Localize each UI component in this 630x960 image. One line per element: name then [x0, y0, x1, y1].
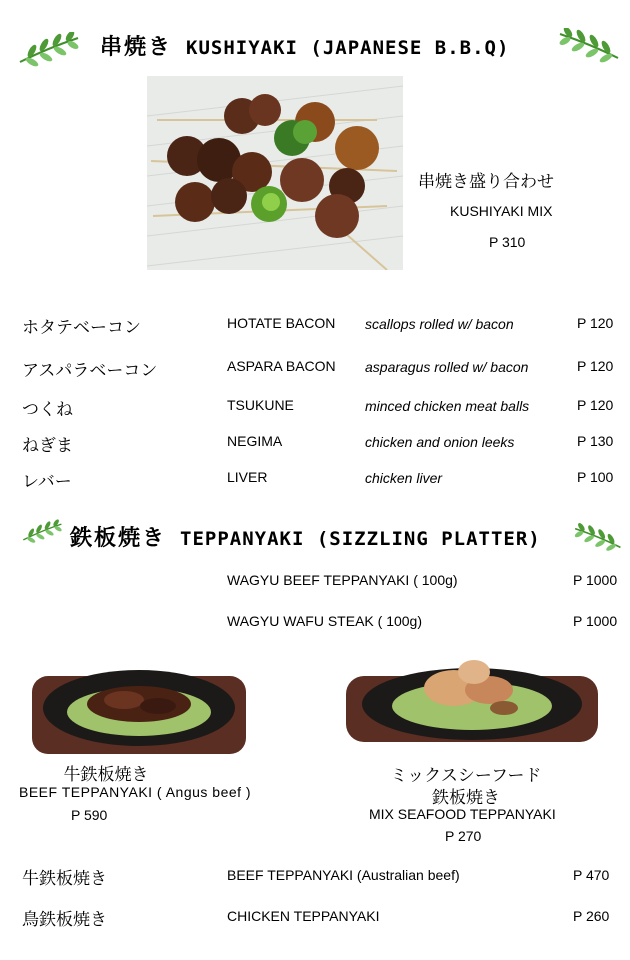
kushiyaki-mix-photo	[147, 76, 403, 270]
item-price: P 1000	[573, 572, 618, 588]
kushiyaki-title-jp: 串焼き	[100, 34, 173, 60]
item-name-en: WAGYU WAFU STEAK ( 100g)	[227, 613, 422, 629]
item-name-jp: ねぎま	[22, 436, 73, 456]
leaf-branch-icon	[572, 522, 622, 554]
item-description: asparagus rolled w/ bacon	[365, 359, 529, 375]
item-price: P 120	[577, 358, 614, 374]
item-price: P 120	[577, 397, 614, 413]
item-price: P 120	[577, 315, 614, 331]
kushiyaki-mix-name-jp: 串焼き盛り合わせ	[418, 172, 554, 192]
kushiyaki-section-title	[100, 30, 509, 61]
beef-teppanyaki-featured-price: P 590	[71, 807, 108, 823]
item-description: minced chicken meat balls	[365, 398, 530, 414]
item-name-en: BEEF TEPPANYAKI (Australian beef)	[227, 867, 460, 883]
item-name-en: WAGYU BEEF TEPPANYAKI ( 100g)	[227, 572, 458, 588]
teppanyaki-section-title	[70, 521, 541, 552]
item-name-en: NEGIMA	[227, 433, 283, 449]
leaf-branch-icon	[556, 28, 620, 64]
seafood-teppanyaki-name-jp-line2: 鉄板焼き	[432, 788, 500, 808]
item-name-en: HOTATE BACON	[227, 315, 336, 331]
item-price: P 1000	[573, 613, 618, 629]
kushiyaki-title-en: KUSHIYAKI (JAPANESE B.B.Q)	[186, 37, 510, 59]
item-price: P 100	[577, 469, 614, 485]
seafood-teppanyaki-price: P 270	[445, 828, 482, 844]
item-price: P 470	[573, 867, 610, 883]
item-name-jp: 牛鉄板焼き	[22, 869, 107, 889]
kushiyaki-mix-price: P 310	[489, 234, 526, 250]
item-name-jp: アスパラベーコン	[22, 361, 158, 381]
item-name-en: CHICKEN TEPPANYAKI	[227, 908, 380, 924]
item-name-en: TSUKUNE	[227, 397, 294, 413]
seafood-teppanyaki-photo	[344, 650, 600, 750]
item-name-jp: ホタテベーコン	[22, 318, 141, 338]
item-price: P 130	[577, 433, 614, 449]
item-name-jp: つくね	[22, 400, 73, 420]
beef-teppanyaki-featured-name-en: BEEF TEPPANYAKI ( Angus beef )	[19, 784, 252, 800]
seafood-teppanyaki-name-en: MIX SEAFOOD TEPPANYAKI	[369, 806, 556, 822]
item-name-jp: レバー	[22, 472, 72, 492]
beef-teppanyaki-featured-name-jp: 牛鉄板焼き	[63, 765, 149, 785]
teppanyaki-title-en: TEPPANYAKI (SIZZLING PLATTER)	[180, 528, 541, 550]
item-name-jp: 鳥鉄板焼き	[22, 910, 107, 930]
teppanyaki-title-jp: 鉄板焼き	[70, 525, 167, 551]
leaf-branch-icon	[18, 32, 82, 68]
item-name-en: ASPARA BACON	[227, 358, 336, 374]
item-description: scallops rolled w/ bacon	[365, 316, 514, 332]
seafood-teppanyaki-name-jp-line1: ミックスシーフード	[390, 766, 542, 786]
item-price: P 260	[573, 908, 610, 924]
item-name-en: LIVER	[227, 469, 268, 485]
beef-teppanyaki-photo	[28, 660, 250, 760]
kushiyaki-mix-name-en: KUSHIYAKI MIX	[450, 203, 553, 219]
item-description: chicken liver	[365, 470, 443, 486]
leaf-branch-icon	[22, 516, 64, 548]
item-description: chicken and onion leeks	[365, 434, 515, 450]
